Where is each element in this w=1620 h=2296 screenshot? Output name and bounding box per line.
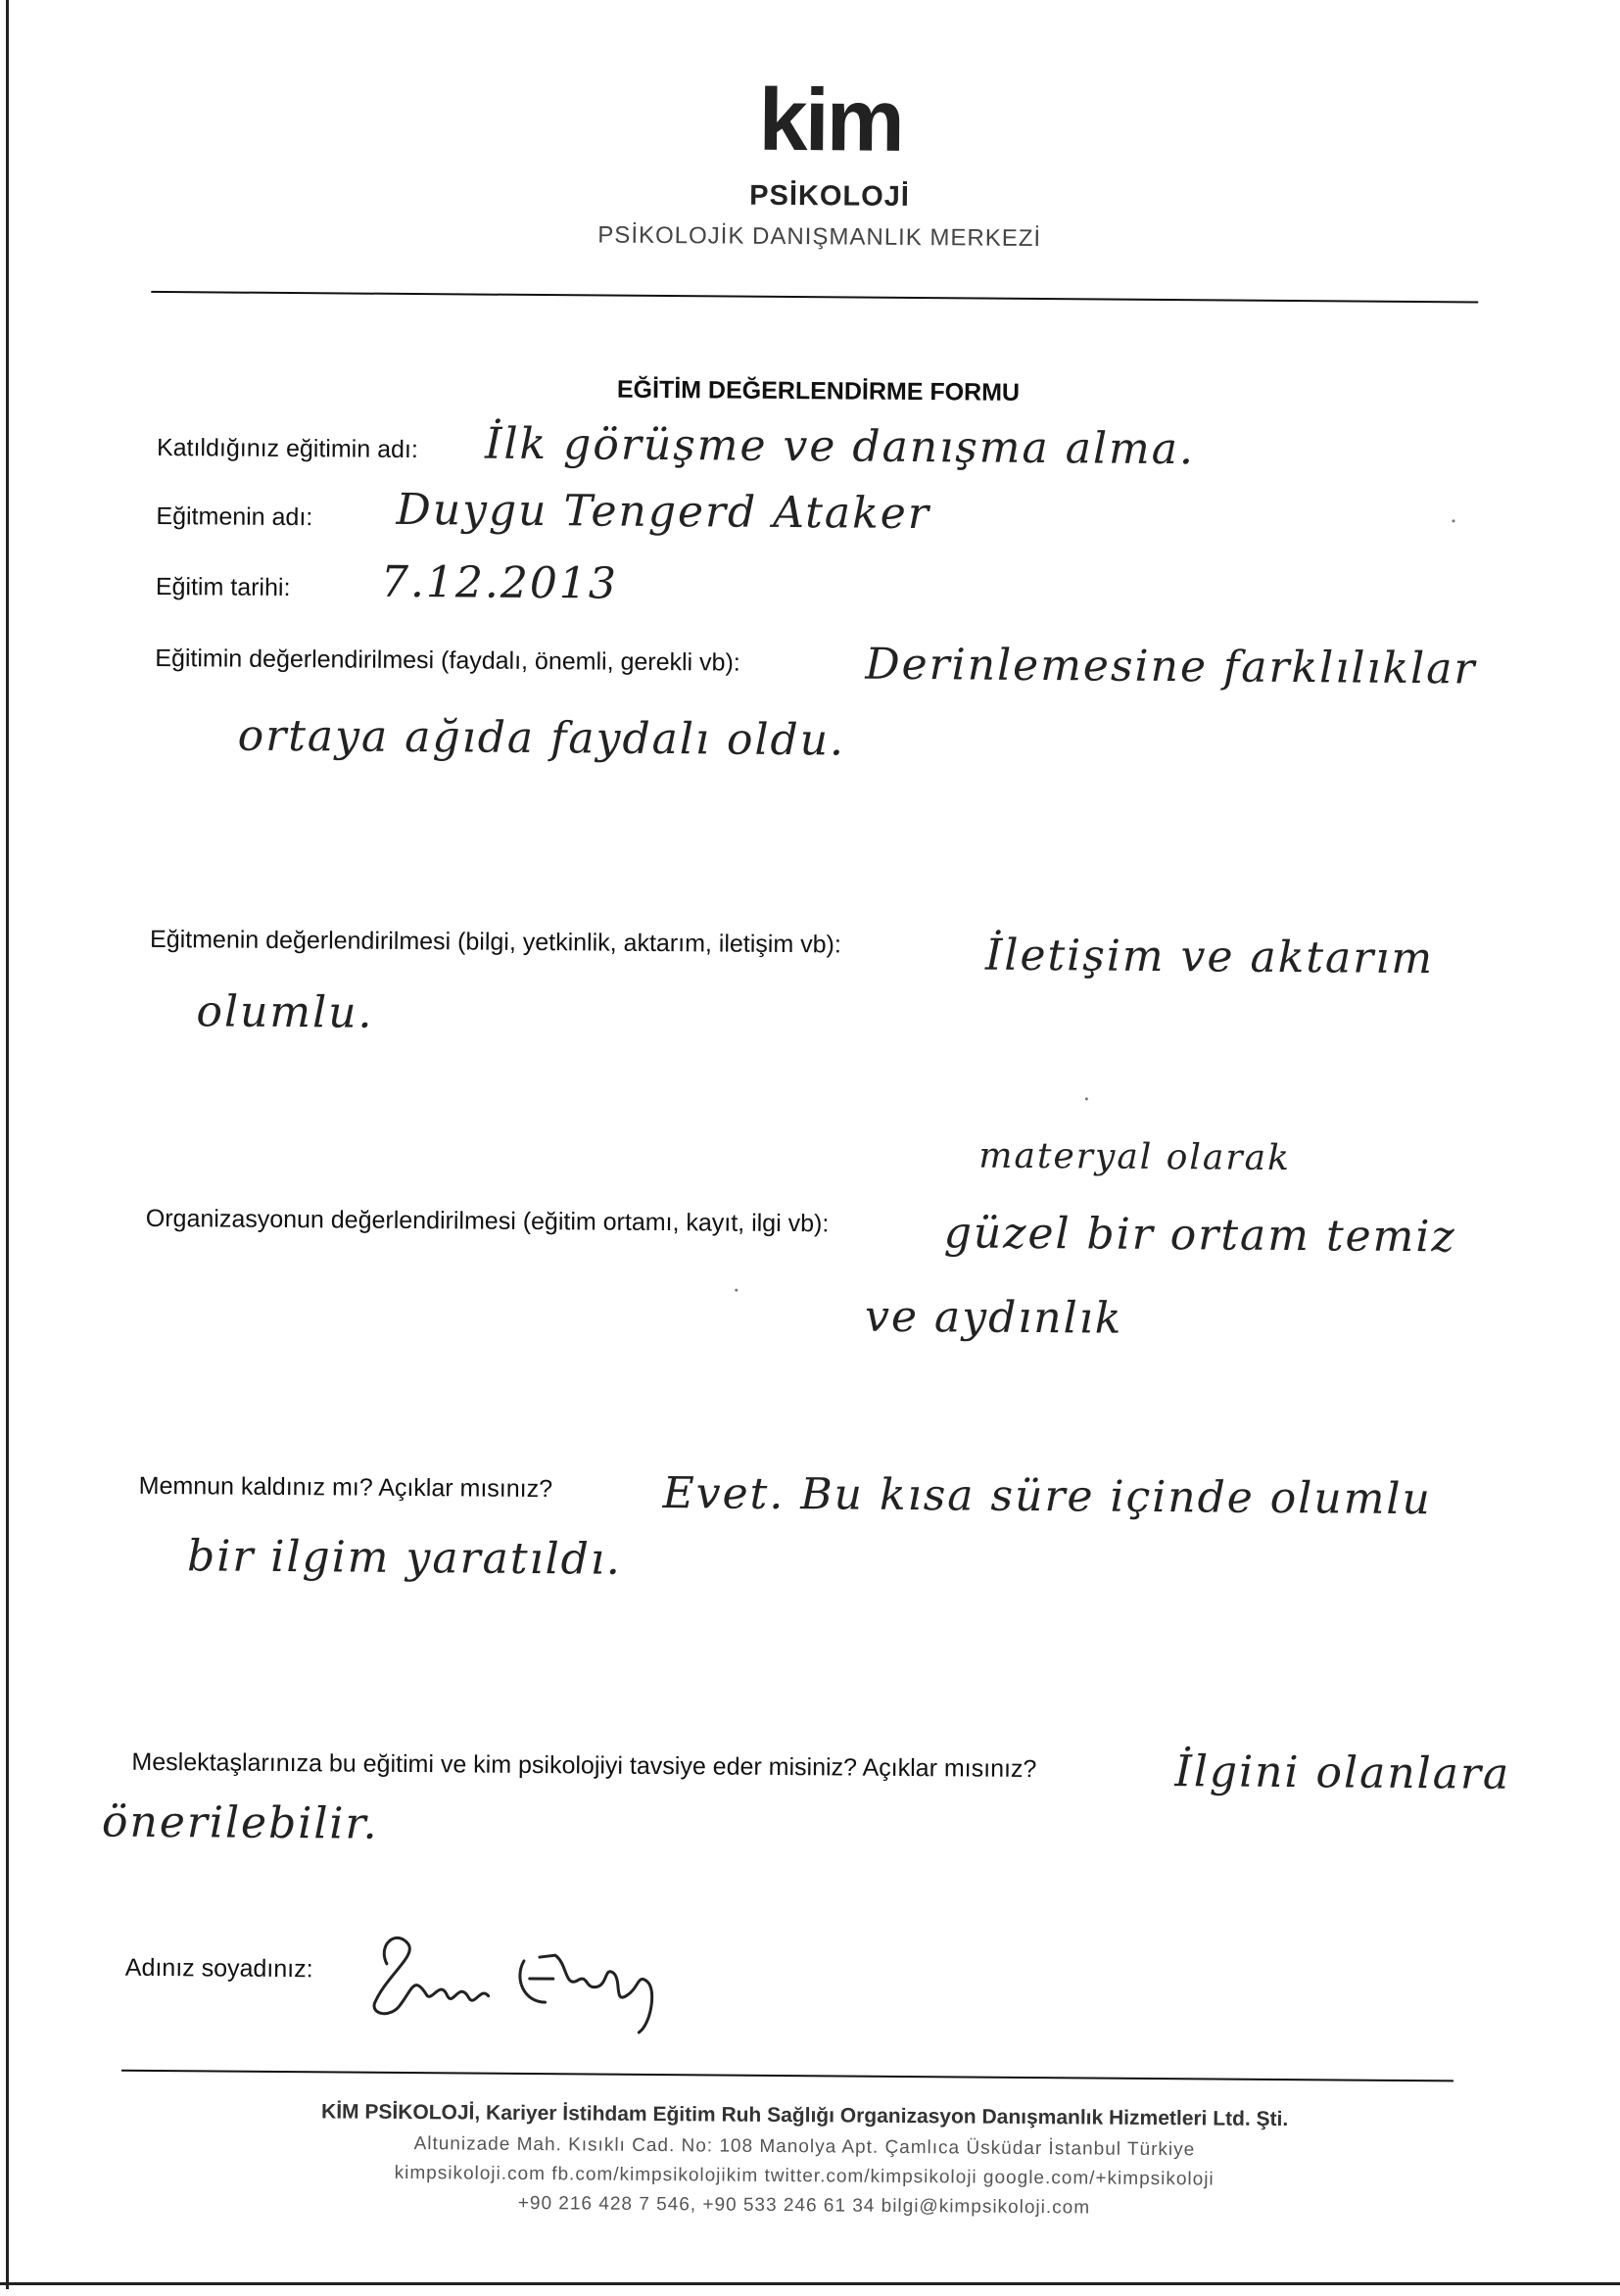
- training-name-value: İlk görüşme ve danışma alma.: [484, 418, 1196, 475]
- trainer-eval-label: Eğitmenin değerlendirilmesi (bilgi, yetkinlik, aktarım, iletişim vb):: [149, 925, 841, 959]
- name-surname-label: Adınız soyadınız:: [124, 1953, 313, 1984]
- center-subtitle: PSİKOLOJİK DANIŞMANLIK MERKEZİ: [597, 221, 1042, 253]
- trainer-name-value: Duygu Tengerd Ataker: [396, 484, 931, 540]
- form-title: EĞİTİM DEĞERLENDİRME FORMU: [616, 375, 1021, 407]
- training-eval-value-line1: Derinlemesine farklılıklar: [865, 639, 1477, 694]
- satisfaction-value-line2: bir ilgim yaratıldı.: [186, 1531, 623, 1585]
- footer-company: KİM PSİKOLOJİ, Kariyer İstihdam Eğitim Ruh Sağlığı Organizasyon Danışmanlık Hizmetleri Ltd. Şti.: [320, 2100, 1289, 2131]
- logo-subtitle: PSİKOLOJİ: [749, 179, 911, 213]
- recommend-value-line2: önerilebilir.: [101, 1796, 379, 1849]
- training-name-label: Katıldığınız eğitimin adı:: [156, 433, 418, 464]
- recommend-label: Meslektaşlarınıza bu eğitimi ve kim psikolojiyi tavsiye eder misiniz? Açıklar mısınız?: [131, 1747, 1037, 1784]
- logo-wordmark: kim: [758, 71, 903, 170]
- satisfaction-value-line1: Evet. Bu kısa süre içinde olumlu: [662, 1468, 1433, 1525]
- org-eval-value-line2: ve aydınlık: [864, 1291, 1123, 1344]
- footer-web: kimpsikoloji.com fb.com/kimpsikolojikim twitter.com/kimpsikoloji google.com/+kimpsikoloji: [394, 2162, 1215, 2190]
- trainer-eval-value-line2: olumlu.: [196, 986, 374, 1038]
- stray-mark: [1085, 1097, 1088, 1100]
- stray-mark: [1452, 519, 1454, 522]
- footer-divider: [121, 2070, 1453, 2082]
- training-date-label: Eğitim tarihi:: [155, 572, 291, 602]
- header-divider: [151, 291, 1478, 304]
- handwritten-signature: [357, 1917, 710, 2037]
- org-eval-value-line1: güzel bir ortam temiz: [943, 1208, 1456, 1263]
- training-eval-label: Eğitimin değerlendirilmesi (faydalı, önemli, gerekli vb):: [155, 644, 740, 677]
- stray-mark: [735, 1289, 738, 1292]
- scan-edge-bottom: [0, 2282, 1620, 2285]
- training-date-value: 7.12.2013: [380, 556, 619, 609]
- org-eval-label: Organizasyonun değerlendirilmesi (eğitim ortamı, kayıt, ilgi vb):: [145, 1204, 830, 1238]
- footer-address: Altunizade Mah. Kısıklı Cad. No: 108 Manolya Apt. Çamlıca Üsküdar İstanbul Türkiye: [413, 2133, 1196, 2161]
- scan-edge-left: [6, 0, 9, 2289]
- recommend-value-line1: İlgini olanlara: [1174, 1746, 1511, 1799]
- trainer-eval-value-line1: İletişim ve aktarım: [984, 930, 1435, 984]
- trainer-name-label: Eğitmenin adı:: [156, 502, 313, 532]
- footer-contact: +90 216 428 7 546, +90 533 246 61 34 bilgi@kimpsikoloji.com: [517, 2192, 1091, 2219]
- org-eval-value-above: materyal olarak: [978, 1135, 1292, 1179]
- satisfaction-label: Memnun kaldınız mı? Açıklar mısınız?: [138, 1471, 553, 1504]
- training-eval-value-line2: ortaya ağıda faydalı oldu.: [237, 710, 846, 766]
